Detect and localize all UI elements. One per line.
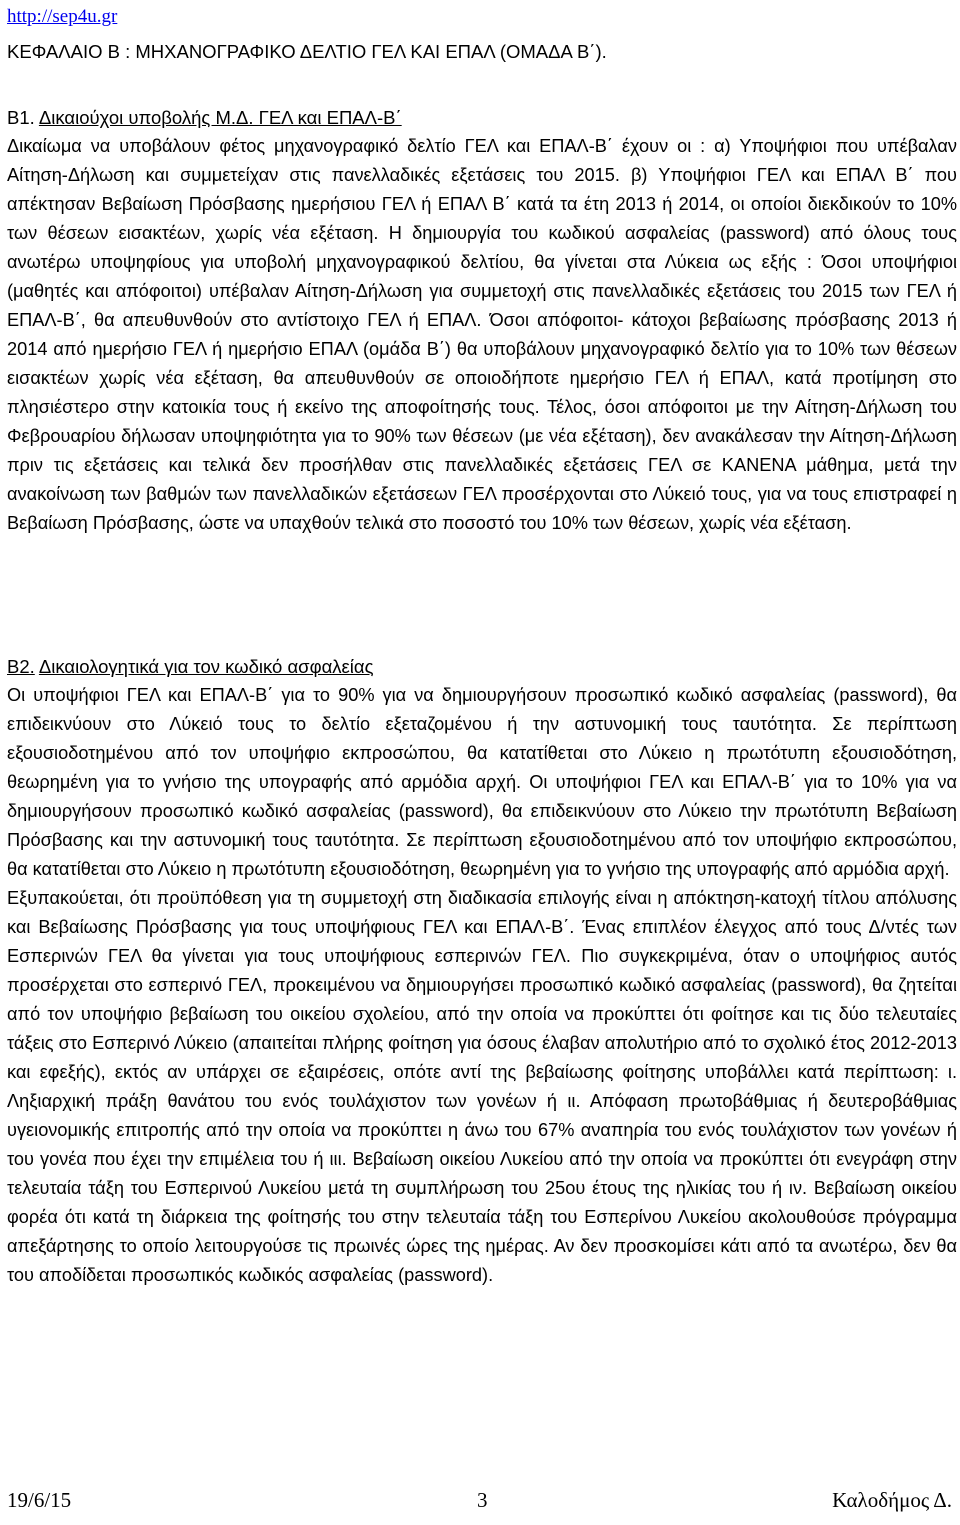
page-footer xyxy=(7,1488,952,1518)
section1-heading xyxy=(7,103,402,132)
section2-title: Δικαιολογητικά για τον κωδικό ασφαλείας xyxy=(38,656,374,677)
section2-paragraph-1: Οι υποψήφιοι ΓΕΛ και ΕΠΑΛ-Β΄ για το 90% για να δημιουργήσουν προσωπικό κωδικό ασφαλείας (password), θα επιδεικνύουν στο Λύκειό τους το δελτίο εξεταζομένου ή την αστυνομική τους ταυτότητα. Σε περίπτωση εξουσιοδοτημένου από τον υποψήφιο εκπροσώπου, θα κατατίθεται στο Λύκειο η πρωτότυπη εξουσιοδότηση, θεωρημένη για το γνήσιο της υπογραφής από αρμόδια αρχή. Οι υποψήφιοι ΓΕΛ και ΕΠΑΛ-Β΄ για το 10% για να δημιουργήσουν προσωπικό κωδικό ασφαλείας (password), θα επιδεικνύουν στο Λύκειο την πρωτότυπη Βεβαίωση Πρόσβασης και την αστυνομική τους ταυτότητα. Σε περίπτωση εξουσιοδοτημένου από τον υποψήφιο εκπροσώπου, θα κατατίθεται στο Λύκειο η πρωτότυπη εξουσιοδότηση, θεωρημένη για το γνήσιο της υπογραφής από αρμόδια αρχή. xyxy=(7,685,957,879)
section1-title: Δικαιούχοι υποβολής Μ.Δ. ΓΕΛ και ΕΠΑΛ-Β΄ xyxy=(38,107,402,128)
site-link[interactable]: http://sep4u.gr xyxy=(7,6,118,27)
section2-content xyxy=(7,681,957,1290)
section2-heading xyxy=(7,652,374,681)
chapter-heading: ΚΕΦΑΛΑΙΟ Β : ΜΗΧΑΝΟΓΡΑΦΙΚΟ ΔΕΛΤΙΟ ΓΕΛ ΚΑΙ ΕΠΑΛ (ΟΜΑΔΑ Β΄). xyxy=(7,41,607,62)
section2-paragraph-2: Εξυπακούεται, ότι προϋπόθεση για τη συμμετοχή στη διαδικασία επιλογής είναι η απόκτηση-κατοχή τίτλου απόλυσης και Βεβαίωσης Πρόσβασης για τους υποψήφιους ΓΕΛ και ΕΠΑΛ-Β΄. Ένας επιπλέον έλεγχος από τους Δ/ντές των Εσπερινών ΓΕΛ θα γίνεται για τους υποψήφιους εσπερινών ΓΕΛ. Πιο συγκεκριμένα, όταν ο υποψήφιος αυτός προσέρχεται στο εσπερινό ΓΕΛ, προκειμένου να δημιουργήσει προσωπικό κωδικό ασφαλείας (password), θα ζητείται από τον υποψήφιο βεβαίωση του οικείου σχολείου, από την οποία να προκύπτει ότι φοίτησε και τις δύο τελευταίες τάξεις στο Εσπερινό Λύκειο (απαιτείται πλήρης φοίτηση για όσους έλαβαν απολυτήριο από το σχολικό έτος 2012-2013 και εφεξής), εκτός αν υπάρχει σε εξαιρέσεις, οπότε αντί της βεβαίωσης φοίτησης υποβάλλει κατά περίπτωση: ι. Ληξιαρχική πράξη θανάτου του ενός τουλάχιστον των γονέων ή ιι. Απόφαση πρωτοβάθμιας ή δευτεροβάθμιας υγειονομικής επιτροπής από την οποία να προκύπτει η άνω του 67% αναπηρία του ενός τουλάχιστον των γονέων ή του γονέα που έχει την επιμέλεια του ή ιιι. Βεβαίωση οικείου Λυκείου από την οποία να προκύπτει ότι ενεγράφη στην τελευταία τάξη του Εσπερινού Λυκείου μετά τη συμπλήρωση του 25ου έτους της ηλικίας του ή ιν. Βεβαίωση οικείου φορέα ότι κατά τη διάρκεια της φοίτησής του στην τελευταία τάξη του Εσπερίνου Λυκείου ακολουθούσε πρόγραμμα απεξάρτησης το οποίο λειτουργούσε τις πρωινές ώρες της ημέρας. Αν δεν προσκομίσει κάτι από τα ανωτέρω, δεν θα του αποδίδεται προσωπικός κωδικός ασφαλείας (password). xyxy=(7,888,957,1285)
footer-date: 19/6/15 xyxy=(7,1488,72,1512)
section1-paragraph: Δικαίωμα να υποβάλουν φέτος μηχανογραφικό δελτίο ΓΕΛ και ΕΠΑΛ-Β΄ έχουν οι : α) Υποψήφιοι που υπέβαλαν Αίτηση-Δήλωση και συμμετείχαν στις πανελλαδικές εξετάσεις του 2015. β) Υποψήφιοι ΓΕΛ και ΕΠΑΛ Β΄ που απέκτησαν Βεβαίωση Πρόσβασης ημερήσιου ΓΕΛ ή ΕΠΑΛ Β΄ κατά τα έτη 2013 ή 2014, οι οποίοι διεκδικούν το 10% των θέσεων εισακτέων, χωρίς νέα εξέταση. Η δημιουργία του κωδικού ασφαλείας (password) από όλους τους ανωτέρω υποψηφίους για υποβολή μηχανογραφικού δελτίου, θα γίνεται στα Λύκεια ως εξής : Όσοι υποψήφιοι (μαθητές και απόφοιτοι) υπέβαλαν Αίτηση-Δήλωση για συμμετοχή στις πανελλαδικές εξετάσεις του 2015 των ΓΕΛ ή ΕΠΑΛ-Β΄, θα απευθυνθούν στο αντίστοιχο ΓΕΛ ή ΕΠΑΛ. Όσοι απόφοιτοι- κάτοχοι βεβαίωσης πρόσβασης 2013 ή 2014 από ημερήσιο ΓΕΛ ή ημερήσιο ΕΠΑΛ (ομάδα Β΄) θα υποβάλουν μηχανογραφικό δελτίο για το 10% των θέσεων εισακτέων χωρίς νέα εξέταση, θα απευθυνθούν σε οποιοδήποτε ημερήσιο ΓΕΛ ή ΕΠΑΛ, κατά προτίμηση στο πλησιέστερο στην κατοικία τους ή εκείνο της αποφοίτησής τους. Τέλος, όσοι απόφοιτοι με την Αίτηση-Δήλωση του Φεβρουαρίου δήλωσαν υποψηφιότητα για το 90% των θέσεων (με νέα εξέταση), δεν ανακάλεσαν την Αίτηση-Δήλωση πριν τις εξετάσεις και τελικά δεν προσήλθαν στις πανελλαδικές εξετάσεις ΓΕΛ σε ΚΑΝΕΝΑ μάθημα, μετά την ανακοίνωση των βαθμών των πανελλαδικών εξετάσεων ΓΕΛ προσέρχονται στο Λύκειό τους, για να τους επιστραφεί η Βεβαίωση Πρόσβασης, ώστε να υπαχθούν τελικά στο ποσοστό του 10% των θέσεων, χωρίς νέα εξέταση. xyxy=(7,136,957,533)
section1-number: Β1. xyxy=(7,107,35,128)
footer-page-number: 3 xyxy=(477,1488,488,1512)
section2-number: Β2. xyxy=(7,656,35,677)
footer-author: Καλοδήμος Δ. xyxy=(832,1488,952,1512)
